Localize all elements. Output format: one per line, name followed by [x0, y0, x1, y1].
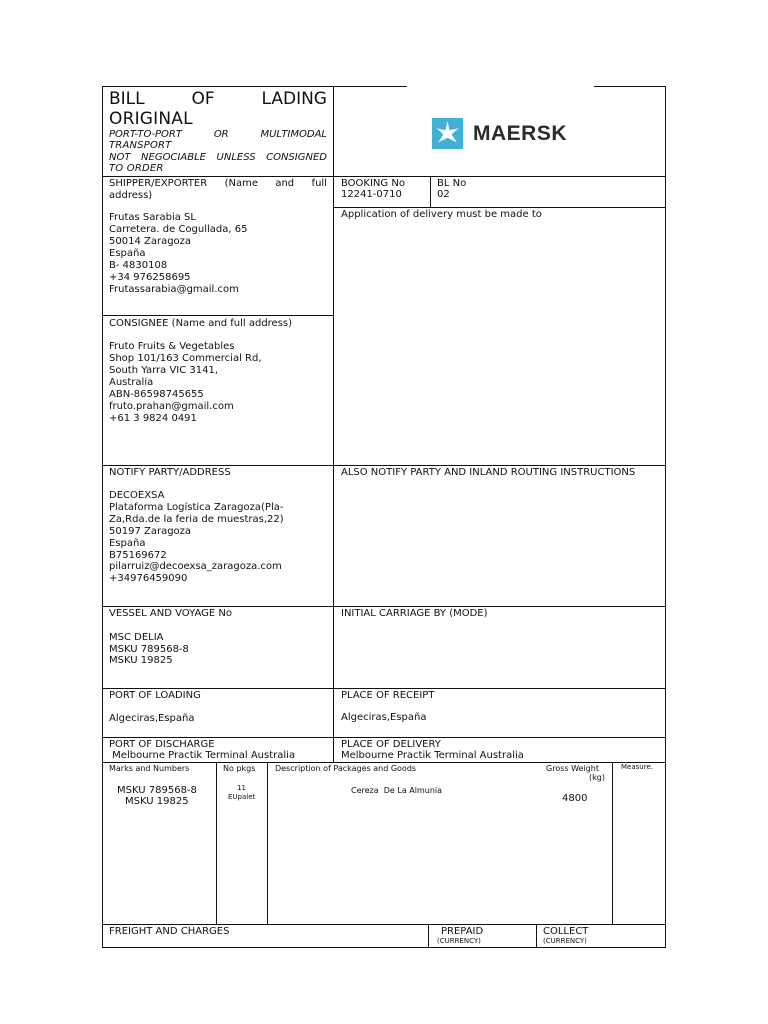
gross-weight-label: Gross Weight: [546, 764, 599, 773]
marks-line-2: MSKU 19825: [125, 796, 189, 807]
shipper-label-line-2: address): [109, 190, 153, 201]
gross-weight-unit: (kg): [589, 773, 605, 782]
row-line-5: [102, 737, 666, 738]
description-value: Cereza De La Almunia: [351, 786, 443, 795]
notify-line-7: pilarruiz@decoexsa_zaragoza.com: [109, 561, 282, 572]
notify-line-2: Plataforma Logística Zaragoza(Pla-: [109, 502, 284, 513]
goods-divider-1: [216, 762, 217, 924]
notify-line-6: B75169672: [109, 550, 167, 561]
port-discharge-label: PORT OF DISCHARGE: [109, 739, 215, 750]
row-line-4: [102, 688, 666, 689]
seven-pointed-star-icon: [432, 118, 463, 149]
top-segment-right: [594, 86, 666, 87]
shipper-line-6: +34 976258695: [109, 272, 191, 283]
maersk-logo: [432, 118, 582, 150]
top-segment-left: [334, 86, 407, 87]
consignee-label: CONSIGNEE (Name and full address): [109, 318, 293, 329]
shipper-line-1: Frutas Sarabia SL: [109, 212, 196, 223]
shipper-line-7: Frutassarabia@gmail.com: [109, 284, 239, 295]
transport-word-2: OR: [213, 129, 229, 140]
title-word-lading: LADING: [261, 89, 327, 109]
delivery-application-label: Application of delivery must be made to: [341, 209, 542, 220]
vessel-line-2: MSKU 789568-8: [109, 644, 189, 655]
shipper-label-word-3: and: [275, 178, 295, 189]
consignee-line-7: +61 3 9824 0491: [109, 413, 197, 424]
title-line-1: [109, 89, 327, 109]
notify-line-8: +34976459090: [109, 573, 188, 584]
vertical-divider-booking: [430, 176, 431, 208]
vessel-line-1: MSC DELIA: [109, 632, 164, 643]
collect-currency: (CURRENCY): [543, 937, 587, 945]
notify-line-5: España: [109, 538, 146, 549]
title-word-bill: BILL: [109, 89, 145, 109]
marks-line-1: MSKU 789568-8: [117, 785, 197, 796]
title-line-2: ORIGINAL: [109, 109, 193, 129]
measure-label: Measure.: [621, 763, 653, 771]
port-discharge-value: Melbourne Practik Terminal Australia: [109, 750, 296, 761]
vessel-line-3: MSKU 19825: [109, 655, 173, 666]
booking-value: 12241-0710: [341, 189, 402, 200]
border-bottom: [102, 947, 666, 948]
transport-word-1: PORT-TO-PORT: [109, 129, 182, 140]
consignee-line-4: Australia: [109, 377, 154, 388]
notify-label: NOTIFY PARTY/ADDRESS: [109, 467, 231, 478]
row-line-shipper: [102, 315, 334, 316]
consignee-line-2: Shop 101/163 Commercial Rd,: [109, 353, 262, 364]
consignee-line-6: fruto.prahan@gmail.com: [109, 401, 234, 412]
shipper-label-line-1: [109, 178, 327, 190]
initial-carriage-label: INITIAL CARRIAGE BY (MODE): [341, 608, 488, 619]
notify-line-4: 50197 Zaragoza: [109, 526, 192, 537]
goods-divider-2: [267, 762, 268, 924]
shipper-label-word-1: SHIPPER/EXPORTER: [109, 178, 208, 189]
notify-line-3: Za,Rda.de la feria de muestras,22): [109, 514, 284, 525]
shipper-label-word-2: (Name: [224, 178, 258, 189]
place-delivery-label: PLACE OF DELIVERY: [341, 739, 441, 750]
shipper-line-4: España: [109, 248, 146, 259]
transport-word-3: MULTIMODAL: [260, 129, 327, 140]
row-line-6: [102, 762, 666, 763]
negotiable-line-2: TO ORDER: [109, 163, 164, 174]
brand-name: MAERSK: [473, 122, 568, 145]
row-line-3: [102, 606, 666, 607]
freight-divider-2: [536, 924, 537, 948]
transport-line-1: [109, 129, 327, 141]
prepaid-label: PREPAID: [441, 926, 484, 937]
vertical-divider-main: [333, 86, 334, 763]
consignee-line-3: South Yarra VIC 3141,: [109, 365, 219, 376]
pkgs-label: No pkgs: [223, 764, 256, 773]
collect-label: COLLECT: [543, 926, 589, 937]
negotiable-word-3: UNLESS: [216, 152, 256, 163]
shipper-line-3: 50014 Zaragoza: [109, 236, 192, 247]
negotiable-word-2: NEGOCIABLE: [141, 152, 206, 163]
title-word-of: OF: [191, 89, 215, 109]
place-delivery-value: Melbourne Practik Terminal Australia: [341, 750, 524, 761]
border-left: [102, 86, 103, 948]
consignee-line-5: ABN-86598745655: [109, 389, 204, 400]
row-line-booking: [334, 207, 666, 208]
port-loading-value: Algeciras,España: [109, 713, 195, 724]
consignee-line-1: Fruto Fruits & Vegetables: [109, 341, 235, 352]
row-line-2: [102, 465, 666, 466]
shipper-line-2: Carretera. de Cogullada, 65: [109, 224, 248, 235]
notify-line-1: DECOEXSA: [109, 490, 165, 501]
border-right: [665, 86, 666, 948]
shipper-label-word-4: full: [311, 178, 327, 189]
goods-divider-3: [612, 762, 613, 924]
gross-weight-value: 4800: [562, 793, 588, 804]
freight-label: FREIGHT AND CHARGES: [109, 926, 230, 937]
marks-label: Marks and Numbers: [109, 764, 190, 773]
negotiable-word-1: NOT: [109, 152, 131, 163]
description-label: Description of Packages and Goods: [275, 764, 417, 773]
vessel-label: VESSEL AND VOYAGE No: [109, 608, 232, 619]
transport-line-2: TRANSPORT: [109, 140, 172, 151]
booking-label: BOOKING No: [341, 178, 405, 189]
negotiable-word-4: CONSIGNED: [266, 152, 327, 163]
also-notify-label: ALSO NOTIFY PARTY AND INLAND ROUTING INSTRUCTIONS: [341, 467, 636, 478]
row-line-7: [102, 924, 666, 925]
bl-label: BL No: [437, 178, 467, 189]
place-receipt-value: Algeciras,España: [341, 712, 427, 723]
bl-value: 02: [437, 189, 450, 200]
star-glyph: [432, 118, 463, 149]
shipper-line-5: B- 4830108: [109, 260, 168, 271]
pkgs-unit: EUpalet: [228, 793, 256, 801]
freight-divider-1: [428, 924, 429, 948]
port-loading-label: PORT OF LOADING: [109, 690, 201, 701]
border-top-left: [102, 86, 334, 87]
pkgs-count: 11: [237, 784, 246, 792]
prepaid-currency: (CURRENCY): [437, 937, 481, 945]
row-line-1: [102, 176, 666, 177]
place-receipt-label: PLACE OF RECEIPT: [341, 690, 435, 701]
negotiable-line-1: [109, 152, 327, 164]
